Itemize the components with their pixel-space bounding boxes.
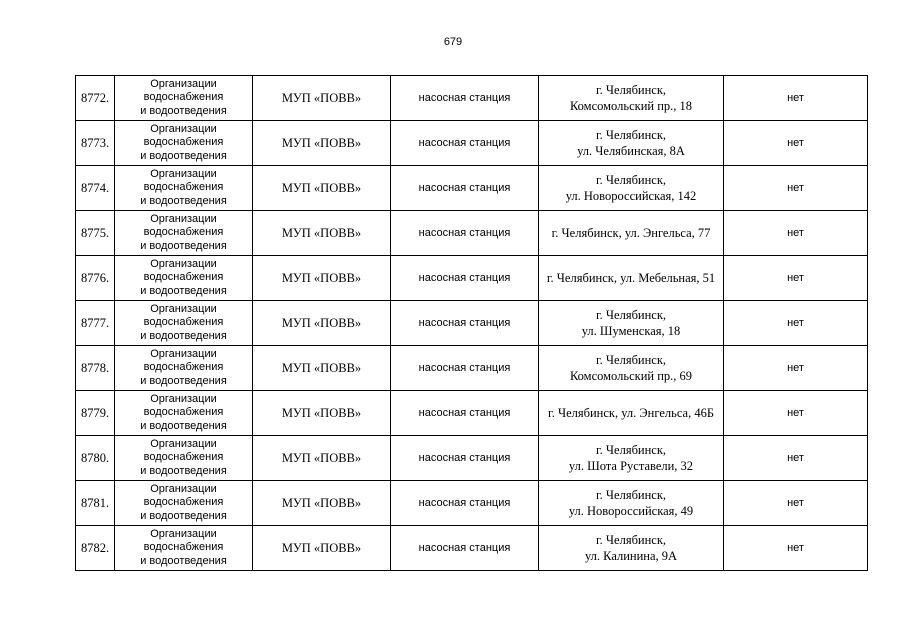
owner-name: МУП «ПОВВ» xyxy=(253,526,391,571)
row-number: 8777. xyxy=(76,301,115,346)
status-flag: нет xyxy=(724,211,868,256)
organization-category-line: Организации xyxy=(150,437,217,450)
object-address-line: г. Челябинск, xyxy=(595,83,667,97)
owner-name: МУП «ПОВВ» xyxy=(253,436,391,481)
object-address xyxy=(539,391,724,436)
row-number: 8776. xyxy=(76,256,115,301)
object-address-line: ул. Калинина, 9А xyxy=(584,549,678,563)
object-type: насосная станция xyxy=(391,301,539,346)
object-address xyxy=(539,121,724,166)
owner-name: МУП «ПОВВ» xyxy=(253,121,391,166)
organization-category-line: Организации xyxy=(150,392,217,405)
organization-category-line: и водоотведения xyxy=(140,554,227,567)
organization-category-line: водоснабжения xyxy=(143,541,224,554)
object-address-line: ул. Челябинская, 8А xyxy=(577,144,685,158)
object-address-line: ул. Шота Руставели, 32 xyxy=(568,459,694,473)
object-type: насосная станция xyxy=(391,391,539,436)
row-number: 8782. xyxy=(76,526,115,571)
organization-category xyxy=(115,211,253,256)
organization-category-line: водоснабжения xyxy=(143,136,224,149)
owner-name: МУП «ПОВВ» xyxy=(253,166,391,211)
organization-category-line: водоснабжения xyxy=(143,181,224,194)
organization-category-line: и водоотведения xyxy=(140,239,227,252)
owner-name: МУП «ПОВВ» xyxy=(253,211,391,256)
organization-category-line: водоснабжения xyxy=(143,226,224,239)
owner-name: МУП «ПОВВ» xyxy=(253,346,391,391)
row-number: 8779. xyxy=(76,391,115,436)
object-type: насосная станция xyxy=(391,436,539,481)
object-address xyxy=(539,346,724,391)
status-flag: нет xyxy=(724,481,868,526)
organization-category xyxy=(115,436,253,481)
row-number: 8774. xyxy=(76,166,115,211)
organization-category-line: Организации xyxy=(150,347,217,360)
row-number: 8780. xyxy=(76,436,115,481)
organization-category-line: водоснабжения xyxy=(143,496,224,509)
row-number: 8773. xyxy=(76,121,115,166)
organization-category-line: Организации xyxy=(150,167,217,180)
object-address-line: Комсомольский пр., 69 xyxy=(569,369,693,383)
organization-category-line: Организации xyxy=(150,122,217,135)
organization-category xyxy=(115,76,253,121)
object-address xyxy=(539,256,724,301)
row-number: 8781. xyxy=(76,481,115,526)
owner-name: МУП «ПОВВ» xyxy=(253,391,391,436)
object-address xyxy=(539,526,724,571)
owner-name: МУП «ПОВВ» xyxy=(253,76,391,121)
organization-category-line: и водоотведения xyxy=(140,104,227,117)
object-type: насосная станция xyxy=(391,526,539,571)
object-address-line: г. Челябинск, xyxy=(595,308,667,322)
object-address xyxy=(539,166,724,211)
table-row xyxy=(76,391,868,436)
organization-category-line: водоснабжения xyxy=(143,316,224,329)
object-address xyxy=(539,211,724,256)
object-address-line: г. Челябинск, ул. Энгельса, 77 xyxy=(551,226,711,240)
status-flag: нет xyxy=(724,166,868,211)
object-address-line: г. Челябинск, xyxy=(595,353,667,367)
table-row xyxy=(76,166,868,211)
status-flag: нет xyxy=(724,301,868,346)
organization-category-line: Организации xyxy=(150,77,217,90)
status-flag: нет xyxy=(724,526,868,571)
organization-category-line: водоснабжения xyxy=(143,406,224,419)
row-number: 8772. xyxy=(76,76,115,121)
object-address-line: г. Челябинск, xyxy=(595,533,667,547)
object-type: насосная станция xyxy=(391,256,539,301)
status-flag: нет xyxy=(724,256,868,301)
object-type: насосная станция xyxy=(391,346,539,391)
object-address-line: г. Челябинск, xyxy=(595,488,667,502)
organization-category xyxy=(115,301,253,346)
organization-category-line: и водоотведения xyxy=(140,329,227,342)
status-flag: нет xyxy=(724,76,868,121)
organization-category-line: и водоотведения xyxy=(140,284,227,297)
object-type: насосная станция xyxy=(391,76,539,121)
organization-category-line: и водоотведения xyxy=(140,194,227,207)
table-row xyxy=(76,481,868,526)
object-address xyxy=(539,301,724,346)
row-number: 8778. xyxy=(76,346,115,391)
organization-category-line: водоснабжения xyxy=(143,271,224,284)
object-address xyxy=(539,436,724,481)
object-address-line: Комсомольский пр., 18 xyxy=(569,99,693,113)
object-type: насосная станция xyxy=(391,481,539,526)
organization-category-line: водоснабжения xyxy=(143,451,224,464)
status-flag: нет xyxy=(724,346,868,391)
organization-category xyxy=(115,121,253,166)
registry-table xyxy=(75,75,868,571)
object-type: насосная станция xyxy=(391,166,539,211)
owner-name: МУП «ПОВВ» xyxy=(253,301,391,346)
table-row xyxy=(76,121,868,166)
organization-category-line: Организации xyxy=(150,482,217,495)
owner-name: МУП «ПОВВ» xyxy=(253,481,391,526)
owner-name: МУП «ПОВВ» xyxy=(253,256,391,301)
object-address xyxy=(539,76,724,121)
organization-category-line: Организации xyxy=(150,257,217,270)
organization-category-line: и водоотведения xyxy=(140,149,227,162)
organization-category-line: Организации xyxy=(150,527,217,540)
organization-category-line: Организации xyxy=(150,212,217,225)
organization-category-line: Организации xyxy=(150,302,217,315)
object-address-line: г. Челябинск, ул. Мебельная, 51 xyxy=(546,271,716,285)
organization-category-line: и водоотведения xyxy=(140,374,227,387)
registry-table-body xyxy=(76,76,868,571)
status-flag: нет xyxy=(724,436,868,481)
status-flag: нет xyxy=(724,121,868,166)
object-address-line: г. Челябинск, xyxy=(595,443,667,457)
organization-category xyxy=(115,391,253,436)
object-address-line: ул. Новороссийская, 49 xyxy=(568,504,694,518)
object-address-line: ул. Шуменская, 18 xyxy=(581,324,681,338)
organization-category-line: и водоотведения xyxy=(140,509,227,522)
table-row xyxy=(76,256,868,301)
object-address-line: г. Челябинск, xyxy=(595,173,667,187)
organization-category xyxy=(115,526,253,571)
object-type: насосная станция xyxy=(391,121,539,166)
table-row xyxy=(76,211,868,256)
organization-category xyxy=(115,256,253,301)
table-row xyxy=(76,436,868,481)
table-row xyxy=(76,301,868,346)
organization-category xyxy=(115,166,253,211)
object-type: насосная станция xyxy=(391,211,539,256)
organization-category-line: водоснабжения xyxy=(143,91,224,104)
table-row xyxy=(76,76,868,121)
organization-category-line: и водоотведения xyxy=(140,419,227,432)
object-address-line: г. Челябинск, xyxy=(595,128,667,142)
table-row xyxy=(76,526,868,571)
organization-category-line: водоснабжения xyxy=(143,361,224,374)
page-number: 679 xyxy=(443,36,463,48)
status-flag: нет xyxy=(724,391,868,436)
object-address xyxy=(539,481,724,526)
organization-category xyxy=(115,346,253,391)
organization-category xyxy=(115,481,253,526)
organization-category-line: и водоотведения xyxy=(140,464,227,477)
row-number: 8775. xyxy=(76,211,115,256)
table-row xyxy=(76,346,868,391)
object-address-line: г. Челябинск, ул. Энгельса, 46Б xyxy=(548,406,714,420)
object-address-line: ул. Новороссийская, 142 xyxy=(565,189,697,203)
